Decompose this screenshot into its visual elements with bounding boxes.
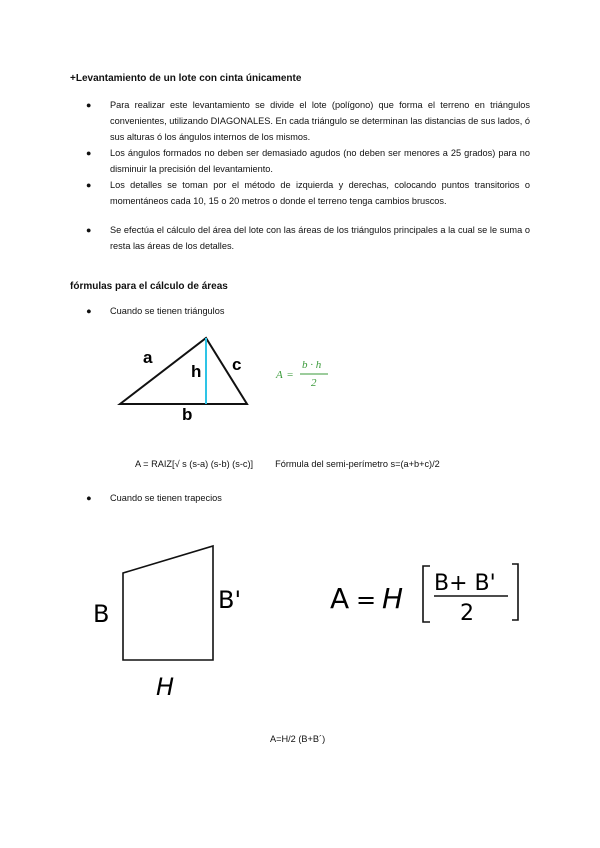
triangle-label-a: a xyxy=(143,348,153,367)
formula-equals: = xyxy=(287,369,294,381)
heron-formula: A = RAIZ[√ s (s-a) (s-b) (s-c)] xyxy=(135,459,254,469)
bullet-text-2: Los ángulos formados no deben ser demasiado agudos (no deben ser menores a 25 grados) para no disminuir la precisión del levantamiento. xyxy=(110,148,530,174)
hw-formula-numerator: B+ B' xyxy=(434,571,496,596)
bullet-dot-icon: ● xyxy=(86,180,92,190)
bullet-text-trapecios: Cuando se tienen trapecios xyxy=(110,493,222,503)
bullet-item-2 xyxy=(70,145,530,177)
formula-lhs: A xyxy=(276,369,283,381)
semi-perimeter-formula: Fórmula del semi-perímetro s=(a+b+c)/2 xyxy=(275,459,440,469)
hw-formula-H: H xyxy=(382,582,404,615)
trapezoid-label-H: H xyxy=(156,673,175,701)
bullet-dot-icon: ● xyxy=(86,493,92,503)
bullet-list-calculo xyxy=(70,222,530,254)
trapezoid-handwritten-formula xyxy=(330,560,530,630)
bullet-item-3 xyxy=(70,177,530,209)
bullet-item-1 xyxy=(70,97,530,145)
section-title-levantamiento: +Levantamiento de un lote con cinta únicamente xyxy=(70,73,302,84)
heron-formula-line xyxy=(135,459,440,469)
triangle-label-h: h xyxy=(191,362,202,381)
bullet-dot-icon: ● xyxy=(86,148,92,158)
bullet-text-3: Los detalles se toman por el método de izquierda y derechas, colocando puntos transitorios o momentáneos cada 10, 15 o 20 metros o donde el terreno tenga cambios bruscos. xyxy=(110,180,530,206)
formula-numerator: b · h xyxy=(302,359,322,371)
trapezoid-diagram xyxy=(88,540,268,710)
trapezoid-label-B-prime: B' xyxy=(218,586,242,614)
trapezoid-shape xyxy=(123,546,213,660)
bullet-item-4 xyxy=(70,222,530,254)
trapezoid-area-formula: A=H/2 (B+B´) xyxy=(270,734,326,744)
triangle-area-formula xyxy=(276,356,346,396)
triangle-label-b: b xyxy=(182,405,193,424)
bullet-dot-icon: ● xyxy=(86,225,92,235)
section-title-formulas: fórmulas para el cálculo de áreas xyxy=(70,281,228,292)
hw-formula-denominator: 2 xyxy=(460,601,474,626)
bullet-list-levantamiento xyxy=(70,97,530,209)
hw-bracket-left-icon xyxy=(423,566,430,622)
bullet-text-triangulos: Cuando se tienen triángulos xyxy=(110,306,225,316)
bullet-dot-icon: ● xyxy=(86,100,92,110)
bullet-text-1: Para realizar este levantamiento se divide el lote (polígono) que forma el terreno en triángulos convenientes, utilizando DIAGONALES. En cada triángulo se determinan las distancias de sus lados, ó sus alturas ó los ángulos internos de los mismos. xyxy=(110,100,530,142)
trapezoid-label-B: B xyxy=(93,600,110,628)
hw-bracket-right-icon xyxy=(512,564,518,620)
hw-formula-equals: = xyxy=(356,586,377,614)
bullet-dot-icon: ● xyxy=(86,306,92,316)
formula-denominator: 2 xyxy=(311,377,317,389)
triangle-shape xyxy=(120,338,247,404)
hw-formula-lhs: A xyxy=(330,582,350,615)
bullet-text-4: Se efectúa el cálculo del área del lote con las áreas de los triángulos principales a la cual se le suma o resta las áreas de los detalles. xyxy=(110,225,530,251)
triangle-label-c: c xyxy=(232,355,242,374)
